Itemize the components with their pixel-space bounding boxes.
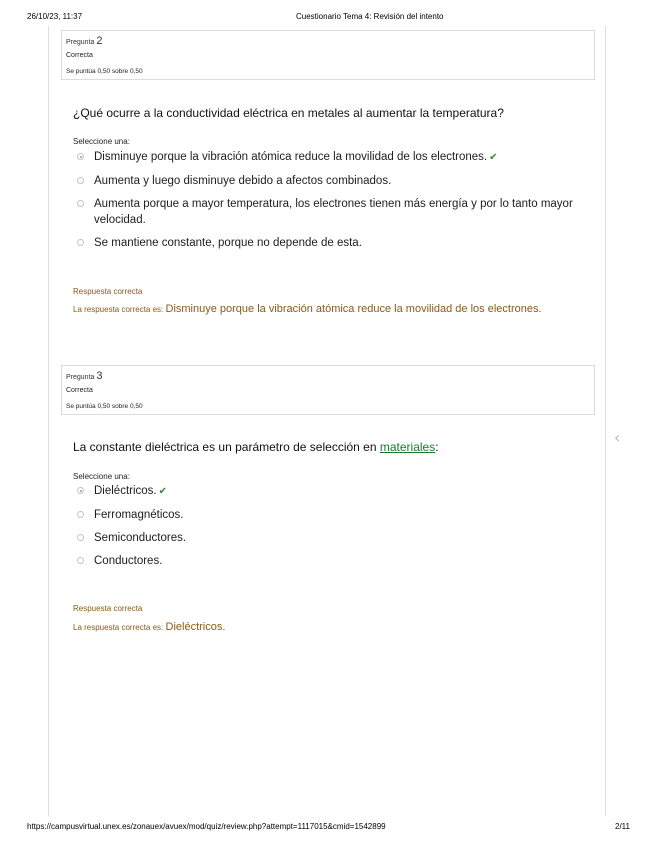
- answer-option-label: Semiconductores.: [94, 532, 187, 544]
- answer-option[interactable]: [77, 150, 577, 166]
- radio-button[interactable]: [77, 239, 84, 246]
- content-frame-left-border: [48, 26, 49, 816]
- radio-button-selected[interactable]: [77, 153, 84, 160]
- answer-option-label: Aumenta y luego disminuye debido a afectos combinados.: [94, 175, 392, 187]
- correct-answer-feedback: La respuesta correcta es: Disminuye porque la vibración atómica reduce la movilidad de los electrones.: [73, 303, 542, 315]
- question-number-label: Pregunta 3: [66, 370, 103, 382]
- select-one-prompt: Seleccione una:: [73, 137, 130, 146]
- print-footer: [0, 822, 655, 836]
- radio-button[interactable]: [77, 511, 84, 518]
- question-grade: Se puntúa 0,50 sobre 0,50: [66, 68, 143, 75]
- answer-option[interactable]: [77, 508, 577, 524]
- answer-option-label: Se mantiene constante, porque no depende de esta.: [94, 237, 362, 249]
- select-one-prompt: Seleccione una:: [73, 472, 130, 481]
- feedback-title: Respuesta correcta: [73, 604, 143, 613]
- answer-option-label: Disminuye porque la vibración atómica reduce la movilidad de los electrones.: [94, 151, 488, 163]
- answer-option-label: Aumenta porque a mayor temperatura, los electrones tienen más energía y por lo tanto mayor velocidad.: [94, 198, 573, 226]
- chevron-left-icon[interactable]: ‹: [614, 428, 621, 447]
- print-page-title: Cuestionario Tema 4: Revisión del intento: [296, 12, 444, 21]
- answer-option-label: Ferromagnéticos.: [94, 509, 184, 521]
- answer-option[interactable]: [77, 197, 577, 228]
- print-datetime: 26/10/23, 11:37: [27, 12, 83, 21]
- feedback-title: Respuesta correcta: [73, 287, 143, 296]
- answer-option-label: Dieléctricos.: [94, 485, 157, 497]
- print-url: https://campusvirtual.unex.es/zonauex/avuex/mod/quiz/review.php?attempt=1117015&cmid=1542899: [27, 822, 386, 831]
- content-frame-right-border: [605, 26, 606, 816]
- radio-button[interactable]: [77, 177, 84, 184]
- answer-option[interactable]: [77, 484, 577, 500]
- check-icon: ✔: [489, 152, 498, 163]
- radio-button[interactable]: [77, 200, 84, 207]
- question-text: La constante dieléctrica es un parámetro de selección en materiales:: [73, 440, 439, 454]
- correct-answer-text: Dieléctricos.: [165, 621, 226, 633]
- question-info-box: [61, 30, 595, 80]
- question-state: Correcta: [66, 52, 93, 59]
- answer-option[interactable]: [77, 554, 577, 570]
- question-state: Correcta: [66, 387, 93, 394]
- question-grade: Se puntúa 0,50 sobre 0,50: [66, 403, 143, 410]
- question-number-label: Pregunta 2: [66, 35, 103, 47]
- correct-answer-text: Disminuye porque la vibración atómica reduce la movilidad de los electrones.: [165, 303, 542, 315]
- glossary-link-materiales[interactable]: materiales: [379, 440, 436, 454]
- check-icon: ✔: [158, 486, 168, 497]
- question-text: ¿Qué ocurre a la conductividad eléctrica en metales al aumentar la temperatura?: [73, 106, 504, 120]
- radio-button[interactable]: [77, 534, 84, 541]
- print-page-number: 2/11: [615, 822, 630, 831]
- print-header: [0, 12, 655, 26]
- radio-button-selected[interactable]: [77, 487, 84, 494]
- answer-option-label: Conductores.: [94, 555, 163, 567]
- answer-option[interactable]: [77, 174, 577, 190]
- answer-option[interactable]: [77, 531, 577, 547]
- correct-answer-feedback: La respuesta correcta es: Dieléctricos.: [73, 621, 226, 633]
- question-info-box: [61, 365, 595, 415]
- radio-button[interactable]: [77, 557, 84, 564]
- answer-option[interactable]: [77, 236, 577, 252]
